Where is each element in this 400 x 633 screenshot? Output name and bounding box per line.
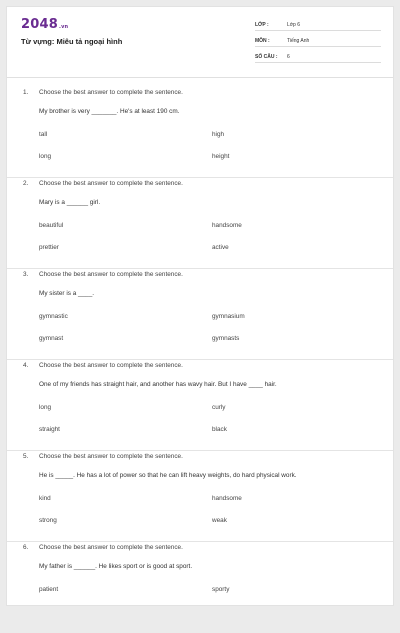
meta-value: Lớp 6: [287, 22, 301, 28]
question-number: 2.: [23, 180, 29, 187]
answer-option[interactable]: gymnasium: [212, 313, 245, 320]
answer-option[interactable]: handsome: [212, 222, 242, 229]
question-item: [7, 542, 393, 633]
question-sentence: My sister is a ____.: [39, 290, 95, 297]
answer-option[interactable]: black: [212, 426, 227, 433]
answer-option[interactable]: active: [212, 244, 229, 251]
meta-value: Tiếng Anh: [287, 38, 310, 44]
meta-label: MÔN :: [255, 38, 270, 44]
logo-main: 2048: [21, 17, 58, 32]
answer-option[interactable]: height: [212, 153, 230, 160]
question-sentence: One of my friends has straight hair, and another has wavy hair. But I have ____ hair.: [39, 381, 277, 388]
question-prompt: Choose the best answer to complete the sentence.: [39, 271, 183, 278]
meta-value: 6: [287, 54, 290, 60]
question-number: 4.: [23, 362, 29, 369]
answer-option[interactable]: patient: [39, 586, 59, 593]
question-list: [7, 87, 393, 633]
worksheet-title: Từ vựng: Miêu tả ngoại hình: [21, 37, 123, 46]
question-item: [7, 178, 393, 269]
question-item: [7, 451, 393, 542]
question-number: 3.: [23, 271, 29, 278]
answer-option[interactable]: straight: [39, 426, 60, 433]
answer-option[interactable]: tall: [39, 131, 48, 138]
worksheet-header: [7, 7, 393, 69]
meta-row-class: [255, 15, 381, 31]
question-sentence: He is _____. He has a lot of power so that he can lift heavy weights, do hard physical work.: [39, 472, 297, 479]
question-prompt: Choose the best answer to complete the sentence.: [39, 362, 183, 369]
question-sentence: Mary is a ______ girl.: [39, 199, 101, 206]
question-number: 6.: [23, 544, 29, 551]
answer-option[interactable]: beautiful: [39, 222, 64, 229]
answer-option[interactable]: long: [39, 153, 52, 160]
answer-option[interactable]: curly: [212, 404, 226, 411]
header-divider: [7, 77, 393, 78]
meta-label: SỐ CÂU :: [255, 54, 278, 60]
meta-row-count: [255, 47, 381, 63]
answer-option[interactable]: weak: [212, 517, 227, 524]
question-prompt: Choose the best answer to complete the sentence.: [39, 544, 183, 551]
answer-option[interactable]: strong: [39, 517, 57, 524]
question-prompt: Choose the best answer to complete the sentence.: [39, 89, 183, 96]
meta-row-subject: [255, 31, 381, 47]
question-number: 1.: [23, 89, 29, 96]
worksheet-page: [6, 6, 394, 606]
answer-option[interactable]: handsome: [212, 495, 242, 502]
answer-option[interactable]: sporty: [212, 586, 230, 593]
answer-option[interactable]: gymnastic: [39, 313, 68, 320]
meta-label: LỚP :: [255, 22, 269, 28]
question-number: 5.: [23, 453, 29, 460]
question-sentence: My father is ______. He likes sport or is good at sport.: [39, 563, 193, 570]
question-sentence: My brother is very _______. He's at least 190 cm.: [39, 108, 180, 115]
question-item: [7, 360, 393, 451]
question-item: [7, 87, 393, 178]
answer-option[interactable]: gymnast: [39, 335, 64, 342]
question-prompt: Choose the best answer to complete the sentence.: [39, 180, 183, 187]
question-item: [7, 269, 393, 360]
site-logo[interactable]: [21, 17, 68, 32]
answer-option[interactable]: high: [212, 131, 225, 138]
logo-sub: .vn: [58, 24, 69, 30]
question-prompt: Choose the best answer to complete the sentence.: [39, 453, 183, 460]
answer-option[interactable]: prettier: [39, 244, 59, 251]
answer-option[interactable]: kind: [39, 495, 51, 502]
answer-option[interactable]: long: [39, 404, 52, 411]
answer-option[interactable]: gymnasts: [212, 335, 240, 342]
meta-info: [255, 15, 381, 63]
